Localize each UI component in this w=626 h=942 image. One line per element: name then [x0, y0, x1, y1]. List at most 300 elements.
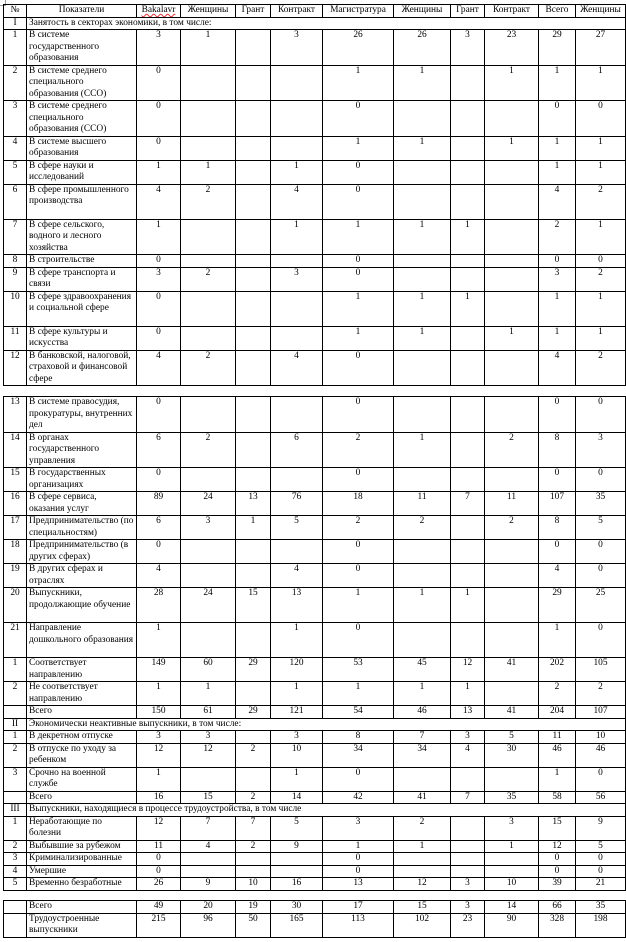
value-cell: 35	[576, 901, 626, 914]
value-cell: 42	[323, 791, 394, 804]
value-cell: 4	[271, 350, 323, 386]
value-cell: 4	[137, 184, 181, 219]
column-header: Контракт	[485, 5, 539, 18]
value-cell	[236, 65, 271, 101]
value-cell: 14	[271, 791, 323, 804]
row-number: 20	[4, 588, 27, 623]
indicator-name: В сфере науки и исследований	[27, 160, 137, 184]
value-cell: 41	[485, 706, 539, 719]
value-cell: 1	[394, 65, 451, 101]
value-cell	[451, 350, 485, 386]
value-cell	[236, 865, 271, 878]
value-cell	[485, 219, 539, 255]
value-cell	[451, 816, 485, 840]
value-cell: 46	[576, 743, 626, 767]
indicator-name: В сфере здравоохранения и социальной сфере	[27, 291, 137, 326]
value-cell: 0	[323, 267, 394, 291]
value-cell	[485, 682, 539, 706]
table-row	[4, 291, 626, 326]
value-cell: 4	[539, 350, 576, 386]
row-number: 17	[4, 516, 27, 540]
row-number: 18	[4, 540, 27, 564]
value-cell: 1	[271, 623, 323, 658]
value-cell: 12	[137, 743, 181, 767]
row-number	[4, 901, 27, 914]
row-number: 4	[4, 136, 27, 160]
row-number: 2	[4, 743, 27, 767]
value-cell	[451, 767, 485, 791]
indicator-name: Выпускники, продолжающие обучение	[27, 588, 137, 623]
value-cell: 8	[539, 432, 576, 468]
value-cell: 1	[323, 65, 394, 101]
value-cell	[451, 136, 485, 160]
value-cell: 0	[137, 101, 181, 137]
indicator-name: Всего	[27, 901, 137, 914]
value-cell: 0	[539, 853, 576, 866]
value-cell: 0	[137, 397, 181, 433]
row-number: 12	[4, 350, 27, 386]
value-cell	[236, 184, 271, 219]
value-cell	[394, 468, 451, 492]
value-cell: 1	[271, 160, 323, 184]
indicator-name: Умершие	[27, 865, 137, 878]
value-cell: 4	[181, 840, 236, 853]
value-cell	[236, 101, 271, 137]
value-cell: 1	[271, 219, 323, 255]
value-cell: 1	[394, 840, 451, 853]
value-cell: 0	[323, 184, 394, 219]
value-cell: 29	[539, 30, 576, 66]
value-cell: 0	[137, 65, 181, 101]
value-cell: 5	[576, 840, 626, 853]
row-number: 16	[4, 492, 27, 516]
value-cell: 14	[485, 901, 539, 914]
value-cell: 3	[137, 267, 181, 291]
value-cell: 3	[271, 267, 323, 291]
value-cell: 1	[451, 219, 485, 255]
value-cell	[485, 564, 539, 588]
value-cell: 0	[323, 397, 394, 433]
row-number: 15	[4, 468, 27, 492]
column-header: Грант	[451, 5, 485, 18]
value-cell	[271, 397, 323, 433]
row-number	[4, 913, 27, 937]
value-cell	[236, 540, 271, 564]
value-cell	[271, 865, 323, 878]
indicator-name: Временно безработные	[27, 878, 137, 891]
row-number	[4, 791, 27, 804]
value-cell	[451, 540, 485, 564]
value-cell	[394, 101, 451, 137]
column-header: Всего	[539, 5, 576, 18]
value-cell	[236, 564, 271, 588]
value-cell: 0	[137, 326, 181, 350]
indicator-name: Выбывшие за рубежом	[27, 840, 137, 853]
value-cell: 2	[236, 840, 271, 853]
indicator-name: В других сферах и отраслях	[27, 564, 137, 588]
value-cell	[236, 30, 271, 66]
value-cell: 2	[236, 791, 271, 804]
table-row	[4, 350, 626, 386]
value-cell: 1	[137, 682, 181, 706]
value-cell: 58	[539, 791, 576, 804]
value-cell: 8	[323, 731, 394, 744]
value-cell: 1	[485, 65, 539, 101]
value-cell: 45	[394, 658, 451, 682]
value-cell	[451, 516, 485, 540]
value-cell	[451, 840, 485, 853]
value-cell	[181, 767, 236, 791]
value-cell: 0	[323, 160, 394, 184]
value-cell: 16	[271, 878, 323, 891]
row-number: 7	[4, 219, 27, 255]
value-cell: 1	[181, 682, 236, 706]
row-number: 10	[4, 291, 27, 326]
value-cell: 7	[451, 791, 485, 804]
indicator-name: В системе государственного образования	[27, 30, 137, 66]
value-cell	[271, 291, 323, 326]
value-cell: 1	[137, 623, 181, 658]
value-cell: 3	[451, 878, 485, 891]
value-cell: 0	[323, 101, 394, 137]
value-cell	[485, 160, 539, 184]
value-cell	[271, 468, 323, 492]
table-row	[4, 743, 626, 767]
value-cell: 5	[576, 516, 626, 540]
value-cell: 107	[539, 492, 576, 516]
value-cell: 0	[576, 564, 626, 588]
value-cell	[236, 682, 271, 706]
value-cell: 13	[236, 492, 271, 516]
value-cell: 29	[539, 588, 576, 623]
value-cell: 13	[323, 878, 394, 891]
value-cell: 6	[137, 516, 181, 540]
value-cell	[485, 184, 539, 219]
indicator-name: Предпринимательство (по специальностям)	[27, 516, 137, 540]
value-cell: 17	[323, 901, 394, 914]
value-cell: 60	[181, 658, 236, 682]
value-cell	[485, 291, 539, 326]
value-cell: 0	[576, 865, 626, 878]
value-cell: 0	[137, 255, 181, 268]
value-cell	[394, 865, 451, 878]
value-cell	[451, 160, 485, 184]
value-cell	[485, 255, 539, 268]
value-cell: 2	[181, 267, 236, 291]
value-cell: 0	[323, 853, 394, 866]
value-cell	[236, 853, 271, 866]
value-cell	[271, 326, 323, 350]
value-cell	[485, 397, 539, 433]
value-cell	[181, 326, 236, 350]
value-cell	[394, 184, 451, 219]
value-cell: 1	[394, 326, 451, 350]
indicator-name: В сфере культуры и искусства	[27, 326, 137, 350]
value-cell: 1	[394, 588, 451, 623]
value-cell	[394, 540, 451, 564]
value-cell: 204	[539, 706, 576, 719]
value-cell	[451, 184, 485, 219]
value-cell: 23	[451, 913, 485, 937]
value-cell: 13	[451, 706, 485, 719]
value-cell: 96	[181, 913, 236, 937]
column-header: Показатели	[27, 5, 137, 18]
value-cell: 39	[539, 878, 576, 891]
value-cell: 4	[539, 184, 576, 219]
column-header: Магистратура	[323, 5, 394, 18]
value-cell: 1	[236, 516, 271, 540]
value-cell	[451, 468, 485, 492]
value-cell	[485, 767, 539, 791]
value-cell: 0	[323, 865, 394, 878]
row-number: 3	[4, 767, 27, 791]
value-cell: 102	[394, 913, 451, 937]
value-cell	[451, 326, 485, 350]
value-cell: 113	[323, 913, 394, 937]
header-row	[4, 5, 626, 18]
value-cell: 1	[137, 219, 181, 255]
table-row	[4, 468, 626, 492]
table-row	[4, 160, 626, 184]
value-cell: 1	[323, 326, 394, 350]
table-row	[4, 767, 626, 791]
table-row	[4, 816, 626, 840]
value-cell	[451, 65, 485, 101]
indicator-name: Трудоустроенные выпускники	[27, 913, 137, 937]
value-cell: 0	[539, 101, 576, 137]
value-cell	[485, 853, 539, 866]
value-cell	[394, 267, 451, 291]
value-cell: 1	[576, 136, 626, 160]
value-cell: 198	[576, 913, 626, 937]
table-row	[4, 913, 626, 937]
value-cell	[181, 540, 236, 564]
column-header: Контракт	[271, 5, 323, 18]
value-cell: 3	[137, 30, 181, 66]
row-number: I	[4, 17, 27, 30]
value-cell: 0	[539, 865, 576, 878]
value-cell: 1	[271, 767, 323, 791]
value-cell: 15	[394, 901, 451, 914]
indicator-name: Предпринимательство (в других сферах)	[27, 540, 137, 564]
value-cell	[181, 101, 236, 137]
value-cell: 121	[271, 706, 323, 719]
table-row	[4, 840, 626, 853]
indicator-name: В сфере сельского, водного и лесного хозяйства	[27, 219, 137, 255]
value-cell: 0	[539, 540, 576, 564]
value-cell: 1	[576, 291, 626, 326]
row-number: 1	[4, 731, 27, 744]
value-cell	[271, 65, 323, 101]
indicator-name: Криминализированные	[27, 853, 137, 866]
table-row	[4, 516, 626, 540]
value-cell: 150	[137, 706, 181, 719]
table-row	[4, 136, 626, 160]
value-cell	[451, 255, 485, 268]
value-cell: 11	[137, 840, 181, 853]
value-cell: 1	[323, 840, 394, 853]
value-cell: 50	[236, 913, 271, 937]
value-cell	[485, 350, 539, 386]
value-cell: 1	[485, 326, 539, 350]
value-cell: 1	[539, 767, 576, 791]
row-number: 13	[4, 397, 27, 433]
value-cell	[271, 136, 323, 160]
value-cell: 0	[323, 767, 394, 791]
indicator-name: Всего	[27, 791, 137, 804]
value-cell: 1	[323, 682, 394, 706]
value-cell: 202	[539, 658, 576, 682]
value-cell	[181, 397, 236, 433]
value-cell: 2	[485, 432, 539, 468]
value-cell: 7	[236, 816, 271, 840]
value-cell	[181, 65, 236, 101]
value-cell: 1	[323, 219, 394, 255]
value-cell: 10	[485, 878, 539, 891]
section-title: Экономически неактивные выпускники, в том числе:	[27, 718, 626, 731]
row-number: 1	[4, 658, 27, 682]
section-title: Выпускники, находящиеся в процессе трудоустройства, в том числе	[27, 804, 626, 817]
row-number: 3	[4, 853, 27, 866]
value-cell: 53	[323, 658, 394, 682]
value-cell: 3	[451, 901, 485, 914]
value-cell: 0	[323, 255, 394, 268]
value-cell	[271, 853, 323, 866]
value-cell	[236, 350, 271, 386]
value-cell: 56	[576, 791, 626, 804]
value-cell	[451, 853, 485, 866]
value-cell: 9	[271, 840, 323, 853]
value-cell: 61	[181, 706, 236, 719]
value-cell: 0	[576, 255, 626, 268]
value-cell: 3	[271, 30, 323, 66]
value-cell: 215	[137, 913, 181, 937]
value-cell	[181, 623, 236, 658]
value-cell	[236, 219, 271, 255]
indicator-name: В сфере промышленного производства	[27, 184, 137, 219]
value-cell: 0	[576, 767, 626, 791]
section-row	[4, 17, 626, 30]
column-header: Женщины	[576, 5, 626, 18]
value-cell: 105	[576, 658, 626, 682]
indicator-name: В декретном отпуске	[27, 731, 137, 744]
value-cell: 29	[236, 658, 271, 682]
row-number: 4	[4, 865, 27, 878]
table-row	[4, 706, 626, 719]
table-row	[4, 492, 626, 516]
value-cell	[236, 291, 271, 326]
value-cell: 1	[539, 291, 576, 326]
indicator-name: Всего	[27, 706, 137, 719]
table-row	[4, 540, 626, 564]
indicator-name: В системе правосудия, прокуратуры, внутренних дел	[27, 397, 137, 433]
value-cell	[451, 432, 485, 468]
value-cell: 1	[576, 326, 626, 350]
value-cell: 1	[394, 219, 451, 255]
value-cell	[271, 255, 323, 268]
value-cell: 12	[539, 840, 576, 853]
value-cell: 23	[485, 30, 539, 66]
row-number: 14	[4, 432, 27, 468]
value-cell: 0	[323, 564, 394, 588]
value-cell: 9	[181, 878, 236, 891]
value-cell: 1	[323, 291, 394, 326]
value-cell	[485, 623, 539, 658]
value-cell	[485, 865, 539, 878]
indicator-name: В отпуске по уходу за ребенком	[27, 743, 137, 767]
value-cell	[181, 865, 236, 878]
value-cell	[451, 623, 485, 658]
value-cell: 1	[394, 136, 451, 160]
value-cell: 16	[137, 791, 181, 804]
value-cell	[236, 731, 271, 744]
value-cell: 21	[576, 878, 626, 891]
value-cell: 3	[576, 432, 626, 468]
value-cell: 3	[485, 816, 539, 840]
column-header: Bakalavr	[137, 5, 181, 18]
value-cell	[271, 540, 323, 564]
value-cell: 0	[137, 291, 181, 326]
value-cell	[485, 267, 539, 291]
value-cell: 2	[485, 516, 539, 540]
value-cell: 7	[451, 492, 485, 516]
value-cell: 19	[236, 901, 271, 914]
table-row	[4, 878, 626, 891]
row-number: 5	[4, 878, 27, 891]
table-row	[4, 184, 626, 219]
value-cell: 2	[576, 682, 626, 706]
value-cell: 0	[576, 397, 626, 433]
value-cell: 3	[181, 731, 236, 744]
value-cell	[394, 853, 451, 866]
value-cell	[394, 767, 451, 791]
value-cell	[451, 397, 485, 433]
value-cell: 26	[394, 30, 451, 66]
value-cell: 26	[323, 30, 394, 66]
value-cell: 1	[451, 291, 485, 326]
row-number: 1	[4, 816, 27, 840]
table-row	[4, 564, 626, 588]
value-cell	[485, 540, 539, 564]
value-cell: 4	[271, 564, 323, 588]
value-cell	[181, 853, 236, 866]
table-row	[4, 791, 626, 804]
table-row	[4, 267, 626, 291]
value-cell: 3	[323, 816, 394, 840]
table-row	[4, 731, 626, 744]
value-cell: 34	[394, 743, 451, 767]
value-cell: 1	[485, 840, 539, 853]
row-number: 8	[4, 255, 27, 268]
column-header: Женщины	[181, 5, 236, 18]
value-cell	[236, 267, 271, 291]
value-cell: 10	[271, 743, 323, 767]
value-cell: 15	[181, 791, 236, 804]
value-cell	[236, 468, 271, 492]
value-cell: 1	[576, 219, 626, 255]
value-cell: 2	[394, 816, 451, 840]
value-cell: 0	[576, 540, 626, 564]
value-cell: 1	[576, 65, 626, 101]
value-cell: 11	[539, 731, 576, 744]
value-cell	[236, 255, 271, 268]
value-cell: 2	[394, 516, 451, 540]
value-cell: 2	[323, 432, 394, 468]
row-number: 3	[4, 101, 27, 137]
value-cell: 4	[137, 350, 181, 386]
table-row	[4, 865, 626, 878]
value-cell	[451, 101, 485, 137]
